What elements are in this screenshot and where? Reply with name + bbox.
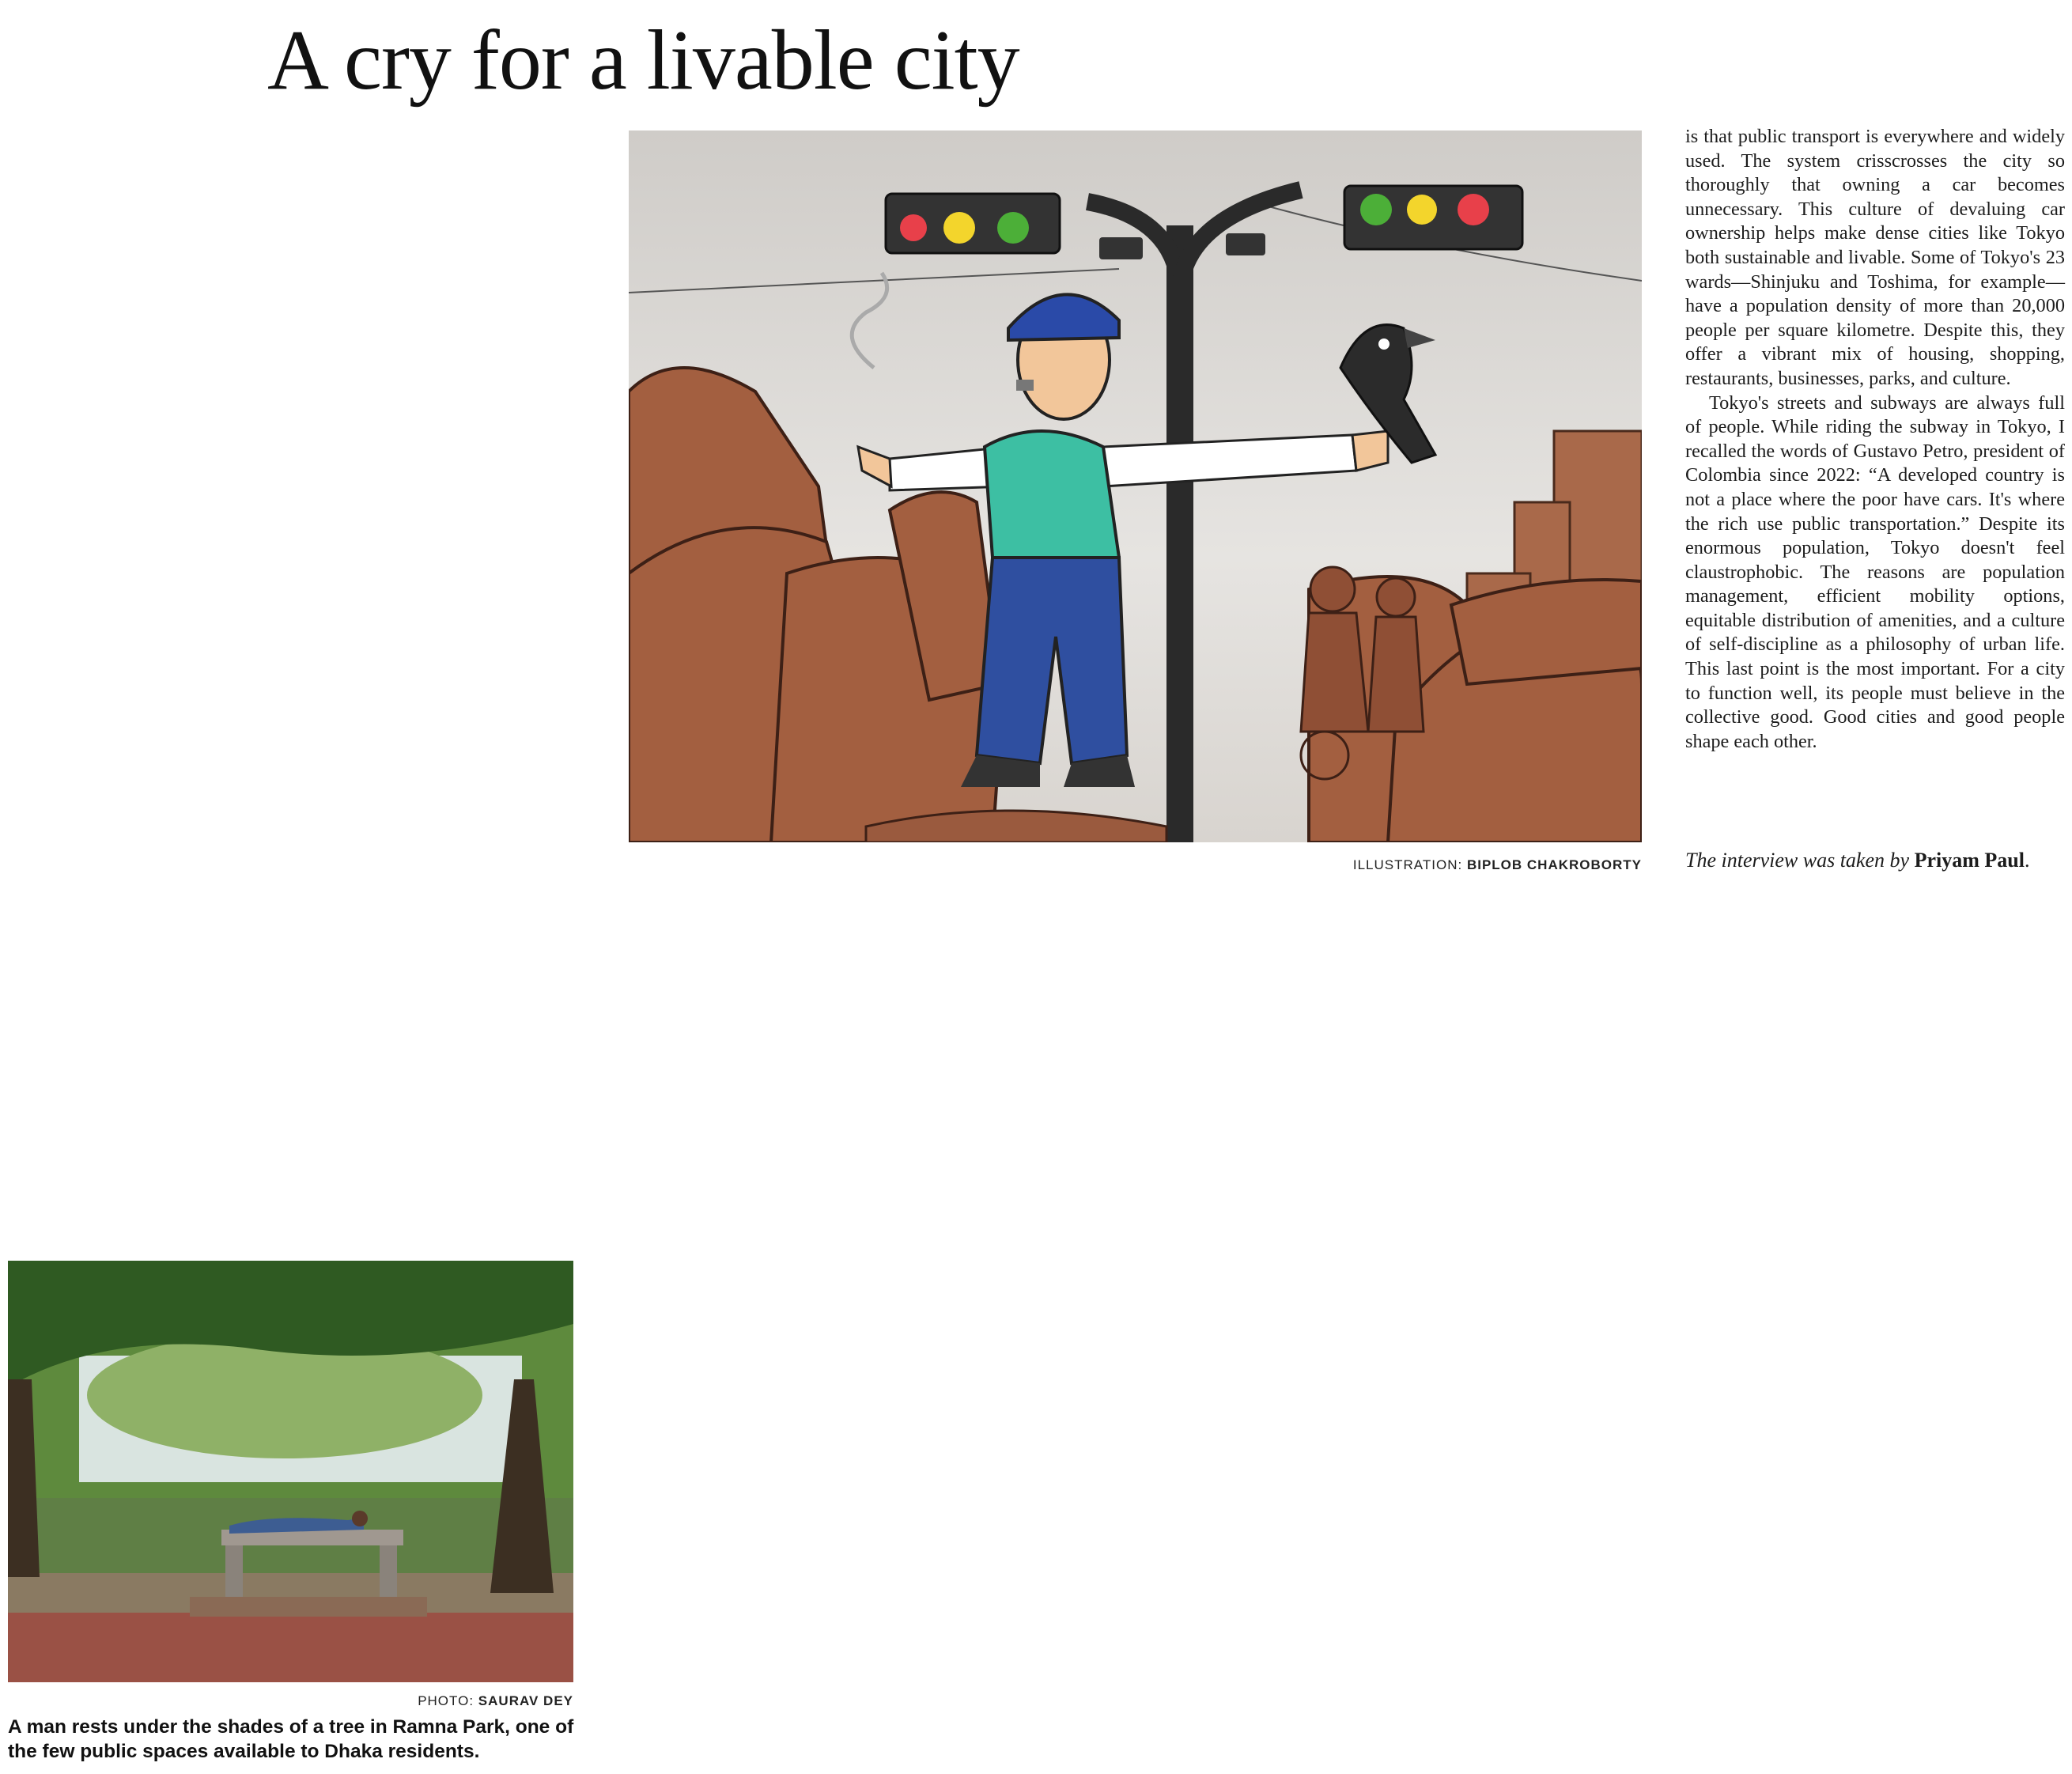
traffic-light-right xyxy=(1344,186,1522,249)
signoff-end: . xyxy=(2024,849,2030,872)
park-photo xyxy=(8,1261,573,1682)
article-paragraph: Tokyo's streets and subways are always full of people. While riding the subway in Tokyo, I recalled the words of Gustavo Petro, president of Colombia since 2022: “A developed country is not a place where the poor have cars. It's where the rich use public transportation.” Despite its enormous population, Tokyo doesn't feel claustrophobic. The reasons are population management, efficient mobility options, equitable distribution of amenities, and a culture of self-discipline as a philosophy of urban life. This last point is the most important. For a city to function well, its people must believe in the collective good. Good cities and good people shape each other. xyxy=(1685,391,2065,752)
article-column xyxy=(1685,125,2065,754)
traffic-light-left xyxy=(886,194,1060,253)
illustration-credit xyxy=(1344,857,1642,873)
headline: A cry for a livable city xyxy=(267,13,1019,108)
illustration-credit-label: ILLUSTRATION: xyxy=(1352,857,1463,872)
photo-credit xyxy=(348,1693,573,1709)
photo-credit-name: SAURAV DEY xyxy=(478,1693,573,1708)
illustration-credit-name: BIPLOB CHAKROBORTY xyxy=(1466,857,1642,872)
interviewer-name: Priyam Paul xyxy=(1914,849,2025,872)
signoff-prefix: The interview was taken by xyxy=(1685,849,1910,872)
article-paragraph: is that public transport is everywhere and widely used. The system crisscrosses the city so thoroughly that owning a car becomes unnecessary. This culture of devaluing car ownership helps make dense cities like Tokyo both sustainable and livable. Some of Tokyo's 23 wards—Shinjuku and Toshima, for example—have a population density of more than 20,000 people per square kilometre. Despite this, they offer a vibrant mix of housing, shopping, restaurants, businesses, parks, and culture. xyxy=(1685,126,2065,389)
photo-credit-label: PHOTO: xyxy=(418,1693,475,1708)
photo-caption: A man rests under the shades of a tree in Ramna Park, one of the few public spaces available to Dhaka residents. xyxy=(8,1716,574,1762)
traffic-cartoon-illustration xyxy=(629,130,1642,842)
interview-signoff xyxy=(1685,849,2065,872)
